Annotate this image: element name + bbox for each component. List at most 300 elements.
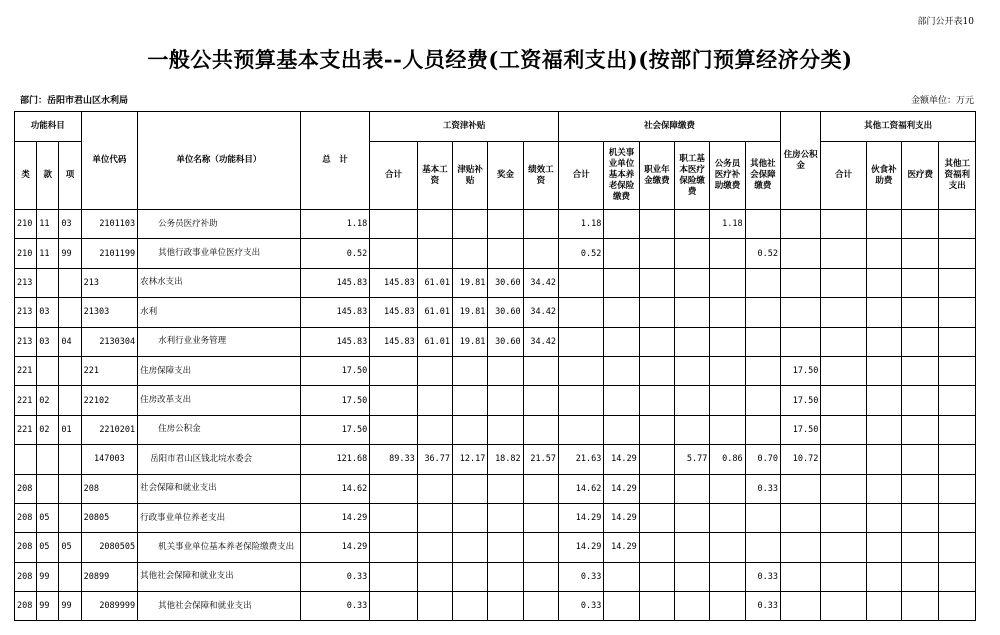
cell-other-welfare — [939, 533, 976, 562]
cell-allowance — [453, 474, 488, 503]
cell-wage-total — [370, 386, 417, 415]
table-row — [15, 386, 976, 415]
cell-other-social — [745, 268, 780, 297]
table-row — [15, 210, 976, 239]
cell-wage-total — [370, 503, 417, 532]
cell-perf-wage — [523, 386, 558, 415]
cell-other-total — [821, 533, 866, 562]
cell-other-total — [821, 210, 866, 239]
cell-medical: 5.77 — [675, 445, 710, 474]
cell-civil-medical: 1.18 — [710, 210, 745, 239]
cell-bonus — [488, 356, 523, 385]
cell-annuity — [639, 474, 674, 503]
cell-medical — [675, 356, 710, 385]
pension-header: 机关事业单位基本养老保险缴费 — [604, 142, 639, 210]
cell-other-total — [821, 592, 866, 621]
cell-wage-total: 145.83 — [370, 268, 417, 297]
cell-pension: 14.29 — [604, 474, 639, 503]
cell-bonus — [488, 533, 523, 562]
cell-unit-code: 20805 — [81, 503, 138, 532]
cell-bonus — [488, 474, 523, 503]
cell-social-total: 14.29 — [558, 533, 603, 562]
cell-other-total — [821, 415, 866, 444]
cell-wage-total — [370, 210, 417, 239]
cell-annuity — [639, 298, 674, 327]
cell-other-total — [821, 298, 866, 327]
cell-annuity — [639, 562, 674, 591]
cell-allowance: 19.81 — [453, 298, 488, 327]
cell-lei: 221 — [15, 356, 37, 385]
cell-bonus — [488, 592, 523, 621]
cell-medical — [675, 592, 710, 621]
cell-lei: 210 — [15, 210, 37, 239]
cell-meal — [866, 298, 901, 327]
wage-group-header: 工资津补贴 — [370, 112, 559, 142]
form-code: 部门公开表10 — [917, 17, 974, 27]
cell-other-total — [821, 474, 866, 503]
cell-medical — [675, 386, 710, 415]
cell-housing-fund: 17.50 — [781, 356, 821, 385]
cell-lei: 208 — [15, 503, 37, 532]
cell-other-social — [745, 503, 780, 532]
cell-other-social — [745, 415, 780, 444]
annuity-header: 职业年金缴费 — [639, 142, 674, 210]
cell-kuan: 05 — [37, 503, 59, 532]
cell-kuan: 11 — [37, 210, 59, 239]
cell-housing-fund — [781, 503, 821, 532]
cell-annuity — [639, 445, 674, 474]
cell-basic-wage — [417, 592, 452, 621]
cell-civil-medical — [710, 327, 745, 356]
cell-xiang: 05 — [59, 533, 81, 562]
cell-bonus — [488, 415, 523, 444]
cell-social-total — [558, 268, 603, 297]
cell-wage-total — [370, 356, 417, 385]
table-row — [15, 533, 976, 562]
cell-annuity — [639, 592, 674, 621]
cell-meal — [866, 415, 901, 444]
cell-wage-total — [370, 474, 417, 503]
cell-kuan: 99 — [37, 562, 59, 591]
cell-unit-name: 公务员医疗补助 — [138, 210, 301, 239]
cell-meal — [866, 210, 901, 239]
cell-total: 14.62 — [300, 474, 370, 503]
cell-other-welfare — [939, 210, 976, 239]
cell-meal — [866, 592, 901, 621]
cell-unit-name: 其他社会保障和就业支出 — [138, 562, 301, 591]
cell-medical-fee — [902, 327, 939, 356]
cell-basic-wage — [417, 562, 452, 591]
cell-perf-wage — [523, 210, 558, 239]
cell-medical-fee — [902, 474, 939, 503]
cell-allowance — [453, 415, 488, 444]
cell-basic-wage — [417, 386, 452, 415]
cell-bonus: 18.82 — [488, 445, 523, 474]
cell-wage-total — [370, 415, 417, 444]
cell-other-total — [821, 327, 866, 356]
cell-other-social — [745, 386, 780, 415]
cell-total: 121.68 — [300, 445, 370, 474]
wage-total-header: 合计 — [370, 142, 417, 210]
cell-total: 145.83 — [300, 268, 370, 297]
cell-unit-code: 21303 — [81, 298, 138, 327]
cell-other-total — [821, 445, 866, 474]
basic-wage-header: 基本工资 — [417, 142, 452, 210]
cell-meal — [866, 533, 901, 562]
cell-unit-code: 208 — [81, 474, 138, 503]
cell-medical-fee — [902, 356, 939, 385]
cell-other-social: 0.33 — [745, 562, 780, 591]
cell-unit-code: 221 — [81, 356, 138, 385]
cell-xiang — [59, 268, 81, 297]
social-total-header: 合计 — [558, 142, 603, 210]
cell-housing-fund: 10.72 — [781, 445, 821, 474]
table-header — [15, 112, 976, 210]
cell-civil-medical — [710, 415, 745, 444]
cell-xiang — [59, 445, 81, 474]
cell-other-total — [821, 503, 866, 532]
cell-wage-total: 89.33 — [370, 445, 417, 474]
cell-xiang — [59, 298, 81, 327]
cell-bonus — [488, 562, 523, 591]
cell-other-welfare — [939, 415, 976, 444]
cell-unit-code: 22102 — [81, 386, 138, 415]
cell-kuan: 03 — [37, 327, 59, 356]
cell-civil-medical — [710, 503, 745, 532]
civil-medical-header: 公务员医疗补助缴费 — [710, 142, 745, 210]
table-row — [15, 268, 976, 297]
cell-total: 17.50 — [300, 356, 370, 385]
cell-medical-fee — [902, 386, 939, 415]
table-row — [15, 356, 976, 385]
cell-other-social — [745, 298, 780, 327]
cell-wage-total — [370, 562, 417, 591]
cell-social-total: 0.52 — [558, 239, 603, 268]
cell-medical-fee — [902, 445, 939, 474]
cell-bonus — [488, 386, 523, 415]
cell-kuan — [37, 474, 59, 503]
cell-perf-wage — [523, 239, 558, 268]
table-row — [15, 239, 976, 268]
cell-kuan — [37, 445, 59, 474]
table-row — [15, 592, 976, 621]
cell-medical — [675, 474, 710, 503]
cell-perf-wage: 21.57 — [523, 445, 558, 474]
amount-unit-label: 金额单位：万元 — [910, 96, 974, 106]
cell-meal — [866, 474, 901, 503]
cell-medical — [675, 533, 710, 562]
cell-meal — [866, 445, 901, 474]
cell-other-welfare — [939, 239, 976, 268]
cell-allowance — [453, 386, 488, 415]
cell-unit-code: 213 — [81, 268, 138, 297]
cell-xiang: 99 — [59, 592, 81, 621]
cell-pension — [604, 327, 639, 356]
table-row — [15, 562, 976, 591]
cell-civil-medical — [710, 356, 745, 385]
cell-bonus — [488, 210, 523, 239]
cell-pension: 14.29 — [604, 533, 639, 562]
perf-wage-header: 绩效工资 — [523, 142, 558, 210]
cell-medical-fee — [902, 298, 939, 327]
cell-social-total — [558, 298, 603, 327]
cell-other-social: 0.33 — [745, 592, 780, 621]
cell-other-welfare — [939, 474, 976, 503]
cell-perf-wage — [523, 562, 558, 591]
cell-unit-code: 2210201 — [81, 415, 138, 444]
cell-housing-fund — [781, 239, 821, 268]
cell-other-welfare — [939, 298, 976, 327]
cell-allowance — [453, 239, 488, 268]
cell-perf-wage — [523, 592, 558, 621]
cell-basic-wage — [417, 210, 452, 239]
cell-pension — [604, 298, 639, 327]
cell-kuan: 05 — [37, 533, 59, 562]
cell-allowance — [453, 562, 488, 591]
unit-code-header: 单位代码 — [81, 112, 138, 210]
table-row — [15, 327, 976, 356]
cell-perf-wage — [523, 533, 558, 562]
cell-perf-wage — [523, 356, 558, 385]
cell-medical-fee — [902, 268, 939, 297]
cell-total: 1.18 — [300, 210, 370, 239]
cell-unit-code: 2089999 — [81, 592, 138, 621]
cell-other-welfare — [939, 386, 976, 415]
cell-medical — [675, 415, 710, 444]
cell-annuity — [639, 356, 674, 385]
cell-bonus — [488, 239, 523, 268]
cell-housing-fund — [781, 592, 821, 621]
unit-name-header: 单位名称（功能科目） — [138, 112, 301, 210]
cell-pension — [604, 386, 639, 415]
cell-unit-code: 20899 — [81, 562, 138, 591]
cell-xiang: 99 — [59, 239, 81, 268]
cell-lei: 208 — [15, 562, 37, 591]
cell-meal — [866, 239, 901, 268]
medical-header: 职工基本医疗保险缴费 — [675, 142, 710, 210]
cell-annuity — [639, 533, 674, 562]
xiang-header: 项 — [59, 142, 81, 210]
cell-perf-wage: 34.42 — [523, 298, 558, 327]
cell-social-total: 0.33 — [558, 562, 603, 591]
cell-civil-medical — [710, 592, 745, 621]
cell-medical-fee — [902, 533, 939, 562]
cell-other-total — [821, 356, 866, 385]
cell-civil-medical — [710, 298, 745, 327]
medical-fee-header: 医疗费 — [902, 142, 939, 210]
cell-other-social — [745, 356, 780, 385]
cell-other-welfare — [939, 356, 976, 385]
cell-other-social: 0.70 — [745, 445, 780, 474]
cell-lei: 208 — [15, 592, 37, 621]
cell-bonus — [488, 503, 523, 532]
cell-unit-name: 水利行业业务管理 — [138, 327, 301, 356]
cell-pension — [604, 210, 639, 239]
cell-pension — [604, 268, 639, 297]
cell-perf-wage — [523, 503, 558, 532]
cell-kuan — [37, 268, 59, 297]
cell-other-social — [745, 533, 780, 562]
cell-other-total — [821, 239, 866, 268]
meal-header: 伙食补助费 — [866, 142, 901, 210]
cell-unit-name: 住房保障支出 — [138, 356, 301, 385]
cell-annuity — [639, 268, 674, 297]
cell-unit-name: 农林水支出 — [138, 268, 301, 297]
cell-medical-fee — [902, 503, 939, 532]
cell-xiang — [59, 503, 81, 532]
cell-social-total — [558, 415, 603, 444]
cell-lei: 221 — [15, 415, 37, 444]
cell-annuity — [639, 327, 674, 356]
table-row — [15, 445, 976, 474]
cell-total: 145.83 — [300, 298, 370, 327]
cell-social-total: 0.33 — [558, 592, 603, 621]
cell-medical — [675, 562, 710, 591]
cell-xiang: 04 — [59, 327, 81, 356]
cell-xiang: 03 — [59, 210, 81, 239]
cell-meal — [866, 356, 901, 385]
cell-civil-medical — [710, 474, 745, 503]
cell-lei — [15, 445, 37, 474]
cell-annuity — [639, 386, 674, 415]
cell-wage-total — [370, 592, 417, 621]
cell-wage-total — [370, 239, 417, 268]
cell-bonus: 30.60 — [488, 268, 523, 297]
cell-total: 14.29 — [300, 533, 370, 562]
cell-unit-name: 住房公积金 — [138, 415, 301, 444]
cell-other-total — [821, 562, 866, 591]
cell-kuan: 99 — [37, 592, 59, 621]
cell-medical-fee — [902, 210, 939, 239]
cell-social-total — [558, 356, 603, 385]
cell-lei: 208 — [15, 474, 37, 503]
other-social-header: 其他社会保障缴费 — [745, 142, 780, 210]
cell-housing-fund — [781, 562, 821, 591]
budget-table — [14, 111, 976, 621]
cell-housing-fund — [781, 533, 821, 562]
cell-other-total — [821, 268, 866, 297]
cell-other-welfare — [939, 445, 976, 474]
cell-social-total — [558, 327, 603, 356]
cell-other-welfare — [939, 327, 976, 356]
cell-meal — [866, 327, 901, 356]
cell-total: 0.33 — [300, 592, 370, 621]
cell-kuan: 02 — [37, 386, 59, 415]
cell-pension — [604, 239, 639, 268]
cell-medical-fee — [902, 415, 939, 444]
cell-unit-code: 2101103 — [81, 210, 138, 239]
cell-unit-name: 住房改革支出 — [138, 386, 301, 415]
housing-fund-header: 住房公积金 — [781, 112, 821, 210]
cell-kuan — [37, 356, 59, 385]
table-body — [15, 210, 976, 621]
cell-perf-wage: 34.42 — [523, 327, 558, 356]
table-row — [15, 415, 976, 444]
cell-total: 14.29 — [300, 503, 370, 532]
cell-annuity — [639, 239, 674, 268]
cell-basic-wage — [417, 533, 452, 562]
cell-allowance: 19.81 — [453, 268, 488, 297]
cell-total: 145.83 — [300, 327, 370, 356]
cell-xiang — [59, 356, 81, 385]
cell-other-total — [821, 386, 866, 415]
page-title: 一般公共预算基本支出表--人员经费(工资福利支出)(按部门预算经济分类) — [147, 47, 853, 72]
cell-annuity — [639, 415, 674, 444]
cell-pension: 14.29 — [604, 503, 639, 532]
cell-lei: 213 — [15, 268, 37, 297]
cell-xiang — [59, 562, 81, 591]
cell-allowance — [453, 356, 488, 385]
cell-housing-fund — [781, 210, 821, 239]
cell-unit-code: 2130304 — [81, 327, 138, 356]
cell-xiang — [59, 474, 81, 503]
cell-lei: 208 — [15, 533, 37, 562]
cell-unit-name: 社会保障和就业支出 — [138, 474, 301, 503]
cell-perf-wage: 34.42 — [523, 268, 558, 297]
cell-lei: 213 — [15, 298, 37, 327]
cell-medical — [675, 503, 710, 532]
cell-allowance: 19.81 — [453, 327, 488, 356]
cell-social-total: 14.62 — [558, 474, 603, 503]
cell-basic-wage — [417, 474, 452, 503]
cell-meal — [866, 562, 901, 591]
cell-lei: 221 — [15, 386, 37, 415]
cell-basic-wage: 36.77 — [417, 445, 452, 474]
cell-other-social — [745, 210, 780, 239]
cell-other-welfare — [939, 268, 976, 297]
cell-unit-name: 其他行政事业单位医疗支出 — [138, 239, 301, 268]
cell-medical — [675, 268, 710, 297]
cell-housing-fund — [781, 327, 821, 356]
cell-allowance — [453, 503, 488, 532]
cell-meal — [866, 268, 901, 297]
cell-total: 17.50 — [300, 415, 370, 444]
cell-wage-total — [370, 533, 417, 562]
cell-xiang — [59, 386, 81, 415]
cell-unit-name: 水利 — [138, 298, 301, 327]
cell-allowance — [453, 210, 488, 239]
cell-allowance — [453, 592, 488, 621]
cell-allowance: 12.17 — [453, 445, 488, 474]
cell-other-welfare — [939, 562, 976, 591]
cell-pension — [604, 592, 639, 621]
cell-xiang: 01 — [59, 415, 81, 444]
cell-unit-name: 岳阳市君山区钱北垸水委会 — [138, 445, 301, 474]
department-label: 部门：岳阳市君山区水利局 — [20, 96, 129, 106]
other-welfare-header: 其他工资福利支出 — [939, 142, 976, 210]
allowance-header: 津贴补贴 — [453, 142, 488, 210]
cell-other-social: 0.33 — [745, 474, 780, 503]
other-total-header: 合计 — [821, 142, 866, 210]
cell-total: 0.52 — [300, 239, 370, 268]
cell-pension — [604, 415, 639, 444]
cell-perf-wage — [523, 474, 558, 503]
table-row — [15, 298, 976, 327]
cell-medical — [675, 210, 710, 239]
cell-bonus: 30.60 — [488, 327, 523, 356]
cell-civil-medical — [710, 386, 745, 415]
cell-social-total: 1.18 — [558, 210, 603, 239]
cell-housing-fund: 17.50 — [781, 415, 821, 444]
cell-total: 0.33 — [300, 562, 370, 591]
cell-kuan: 11 — [37, 239, 59, 268]
cell-kuan: 02 — [37, 415, 59, 444]
cell-wage-total: 145.83 — [370, 298, 417, 327]
bonus-header: 奖金 — [488, 142, 523, 210]
cell-pension — [604, 562, 639, 591]
cell-housing-fund — [781, 298, 821, 327]
total-header: 总 计 — [300, 112, 370, 210]
